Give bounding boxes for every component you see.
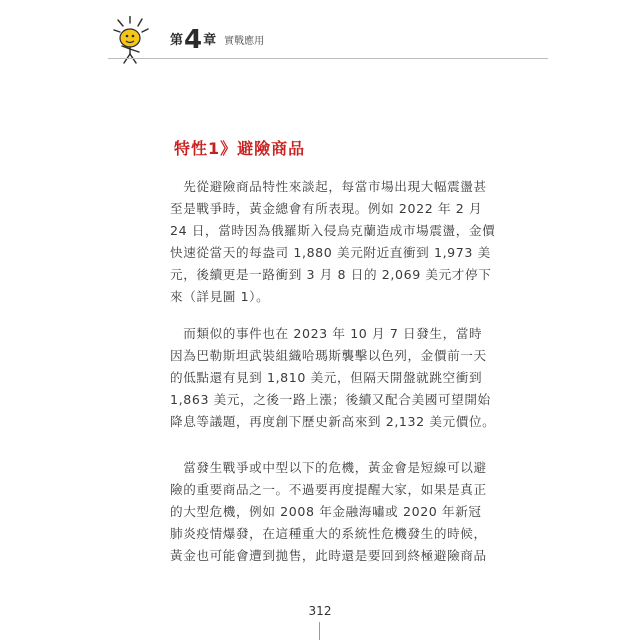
paragraph-line: 當發生戰爭或中型以下的危機，黃金會是短線可以避 bbox=[170, 460, 487, 475]
paragraph-line: 而類似的事件也在 2023 年 10 月 7 日發生，當時 bbox=[170, 326, 483, 341]
paragraph-line: 24 日，當時因為俄羅斯入侵烏克蘭造成市場震盪，金價 bbox=[170, 223, 496, 238]
paragraph-3 bbox=[170, 457, 487, 567]
chapter-suffix: 章 bbox=[203, 33, 217, 48]
paragraph-line: 元，後續更是一路衝到 3 月 8 日的 2,069 美元才停下 bbox=[170, 267, 492, 282]
section-title: 特性1》避險商品 bbox=[174, 139, 306, 158]
page-number: 312 bbox=[308, 604, 332, 618]
paragraph-line: 黃金也可能會遭到拋售，此時還是要回到終極避險商品 bbox=[170, 548, 487, 563]
page-header bbox=[108, 16, 548, 58]
paragraph-2 bbox=[170, 323, 496, 433]
chapter-title: 實戰應用 bbox=[224, 36, 265, 47]
chapter-number: 4 bbox=[184, 25, 203, 55]
paragraph-line: 肺炎疫情爆發，在這種重大的系統性危機發生的時候， bbox=[170, 526, 487, 541]
header-divider bbox=[108, 58, 548, 59]
paragraph-line: 險的重要商品之一。不過要再度提醒大家，如果是真正 bbox=[170, 482, 487, 497]
paragraph-line: 因為巴勒斯坦武裝組織哈瑪斯襲擊以色列，金價前一天 bbox=[170, 348, 487, 363]
paragraph-line: 先從避險商品特性來談起，每當市場出現大幅震盪甚 bbox=[170, 179, 487, 194]
paragraph-line: 快速從當天的每盎司 1,880 美元附近直衝到 1,973 美 bbox=[170, 245, 491, 260]
paragraph-line: 1,863 美元，之後一路上漲；後續又配合美國可望開始 bbox=[170, 392, 491, 407]
footer-divider bbox=[319, 622, 320, 640]
paragraph-line: 的低點還有見到 1,810 美元，但隔天開盤就跳空衝到 bbox=[170, 370, 483, 385]
paragraph-line: 的大型危機，例如 2008 年金融海嘯或 2020 年新冠 bbox=[170, 504, 482, 519]
chapter-prefix: 第 bbox=[170, 33, 184, 48]
paragraph-line: 來（詳見圖 1）。 bbox=[170, 289, 270, 304]
chapter-label bbox=[170, 25, 265, 55]
paragraph-line: 降息等議題，再度創下歷史新高來到 2,132 美元價位。 bbox=[170, 414, 496, 429]
paragraph-line: 至是戰爭時，黃金總會有所表現。例如 2022 年 2 月 bbox=[170, 201, 483, 216]
paragraph-1 bbox=[170, 176, 496, 308]
